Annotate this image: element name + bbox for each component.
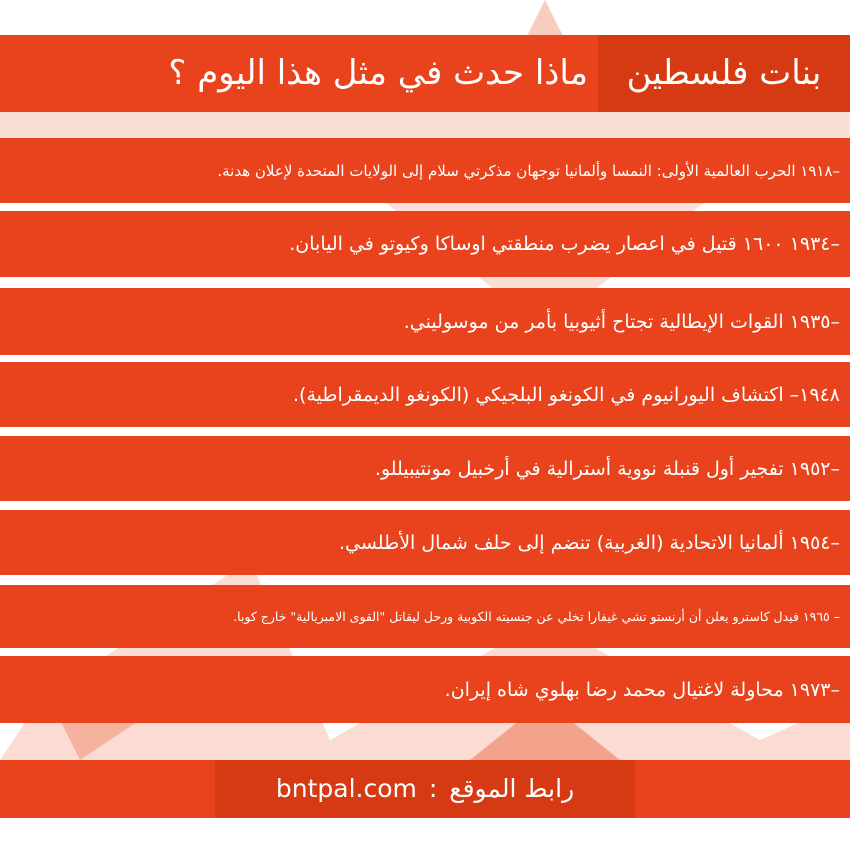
site-title: بنات فلسطين (598, 35, 850, 112)
event-text: ١٩٤٨– اكتشاف اليورانيوم في الكونغو البلجيكي (الكونغو الديمقراطية). (293, 383, 840, 406)
footer-separator: : (428, 774, 438, 803)
event-item (0, 585, 850, 648)
event-text: –١٩١٨ الحرب العالمية الأولى: النمسا وألمانيا توجهان مذكرتي سلام إلى الولايات المتحدة لإعلان هدنة. (217, 161, 840, 180)
event-text: –١٩٣٥ القوات الإيطالية تجتاح أثيوبيا بأمر من موسوليني. (403, 310, 840, 333)
event-item (0, 362, 850, 427)
event-item (0, 211, 850, 277)
footer-label: رابط الموقع (449, 774, 575, 803)
page-heading: ماذا حدث في مثل هذا اليوم ؟ (168, 53, 588, 93)
event-text: –١٩٥٤ ألمانيا الاتحادية (الغربية) تنضم إلى حلف شمال الأطلسي. (338, 531, 840, 554)
event-item (0, 656, 850, 723)
event-text: –١٩٣٤ ١٦٠٠ قتيل في اعصار يضرب منطقتي اوساكا وكيوتو في اليابان. (289, 233, 840, 255)
event-text: –١٩٥٢ تفجير أول قنبلة نووية أسترالية في أرخبيل مونتيبيللو. (374, 457, 840, 480)
event-item (0, 288, 850, 355)
footer-bar (0, 760, 850, 818)
event-item (0, 510, 850, 575)
event-text: – ١٩٦٥ فيدل كاسترو يعلن أن أرنستو تشي غيفارا تخلي عن جنسيته الكوبية ورحل ليقاتل "القوى الامبريالية" خارج كوبا. (233, 609, 840, 624)
footer-link-box (215, 760, 635, 818)
site-url-link[interactable]: bntpal.com (275, 774, 417, 803)
event-text: –١٩٧٣ محاولة لاغتيال محمد رضا بهلوي شاه إيران. (444, 678, 840, 701)
event-item (0, 138, 850, 203)
event-item (0, 436, 850, 501)
